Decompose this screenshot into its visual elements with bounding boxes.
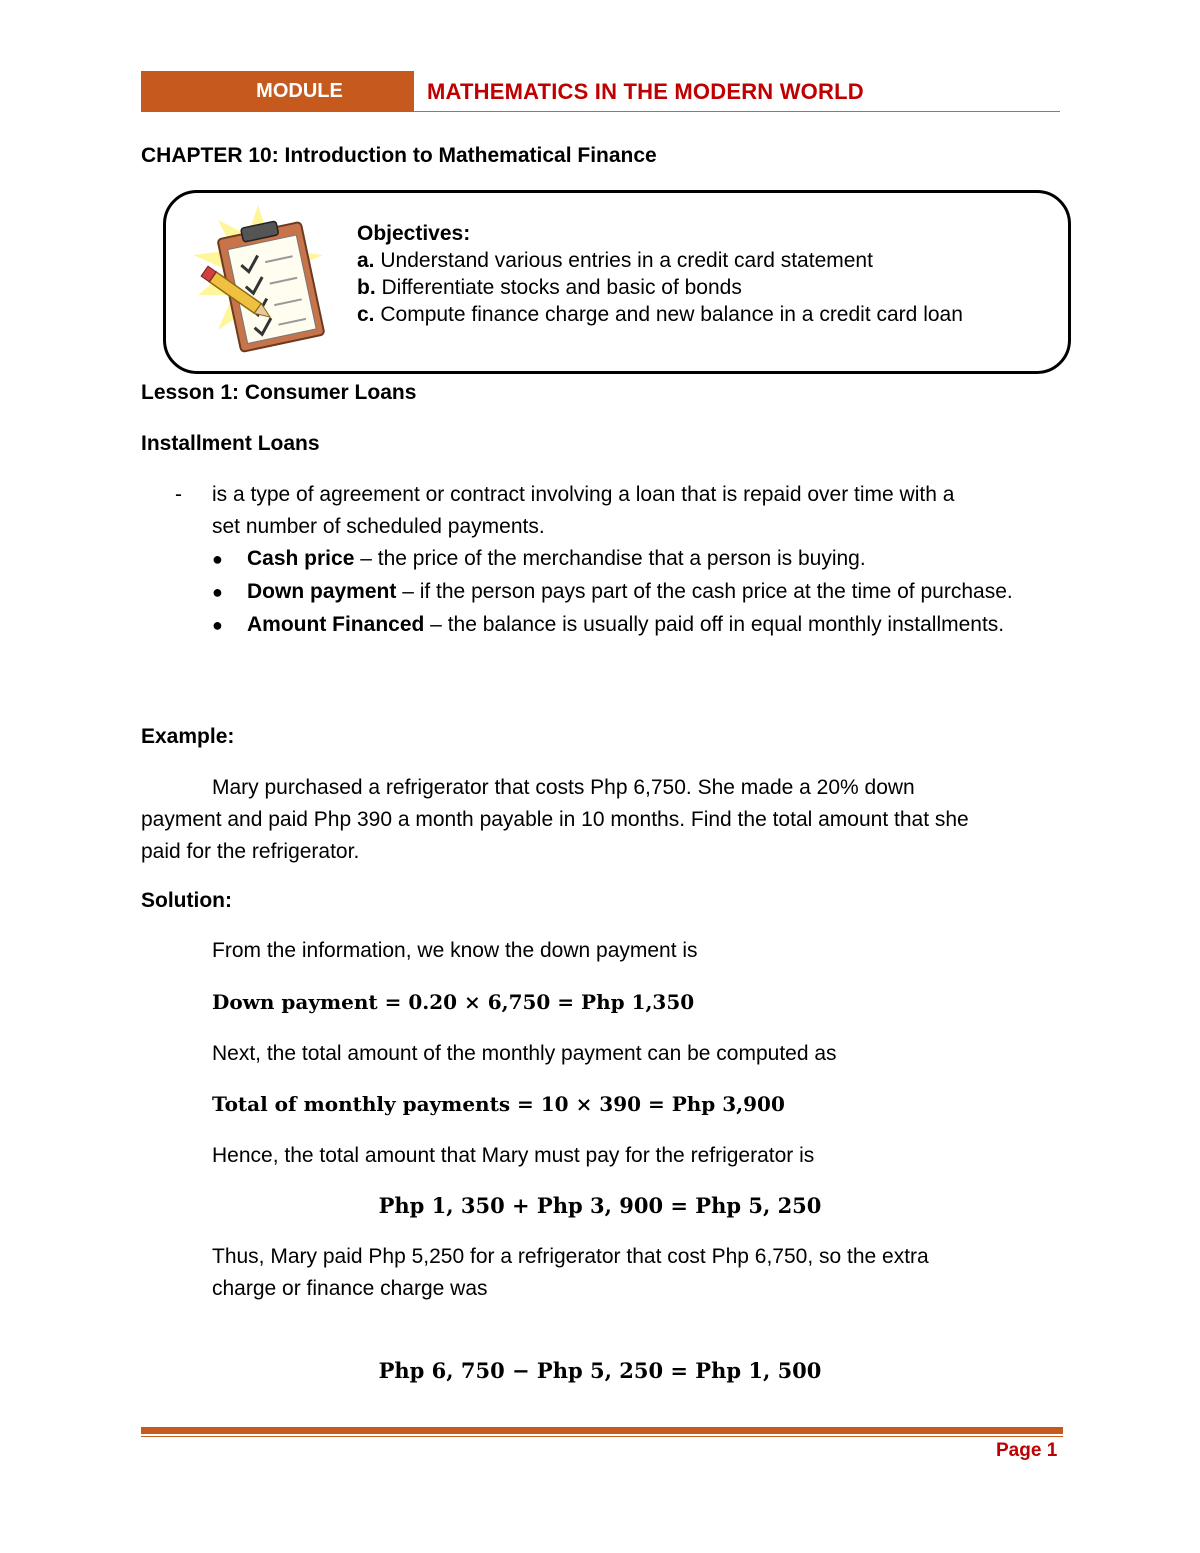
objective-item: c. Compute finance charge and new balance in a credit card loan: [357, 303, 963, 326]
objectives-list: [357, 220, 963, 328]
objectives-heading: Objectives:: [357, 222, 471, 245]
solution-heading: Solution:: [141, 889, 232, 912]
solution-intro-2: Next, the total amount of the monthly payment can be computed as: [212, 1042, 837, 1065]
solution-intro-4b: charge or finance charge was: [212, 1277, 488, 1300]
solution-intro-3: Hence, the total amount that Mary must pay for the refrigerator is: [212, 1144, 815, 1167]
definition-dash: -: [175, 483, 182, 506]
equation-total-paid: Php 1, 350 + Php 3, 900 = Php 5, 250: [378, 1193, 822, 1218]
bullet-icon: ●: [212, 615, 223, 635]
solution-intro-1: From the information, we know the down payment is: [212, 939, 698, 962]
example-line-2: payment and paid Php 390 a month payable in 10 months. Find the total amount that she: [141, 808, 969, 831]
objective-item: a. Understand various entries in a credit card statement: [357, 249, 873, 272]
footer-rule-thin: [141, 1436, 1063, 1437]
lesson-title: Lesson 1: Consumer Loans: [141, 381, 417, 404]
equation-down-payment: Down payment = 0.20 × 6,750 = Php 1,350: [212, 990, 695, 1014]
equation-finance-charge: Php 6, 750 − Php 5, 250 = Php 1, 500: [378, 1358, 822, 1383]
module-label: MODULE: [141, 71, 414, 112]
solution-intro-4a: Thus, Mary paid Php 5,250 for a refrigerator that cost Php 6,750, so the extra: [212, 1245, 929, 1268]
bullet-icon: ●: [212, 582, 223, 602]
footer-rule: [141, 1427, 1063, 1434]
header-rule: [414, 111, 1060, 112]
clipboard-icon: [188, 200, 338, 360]
equation-monthly-payments: Total of monthly payments = 10 × 390 = Php 3,900: [212, 1092, 785, 1116]
objective-item: b. Differentiate stocks and basic of bonds: [357, 276, 742, 299]
list-item: ● Cash price – the price of the merchandise that a person is buying.: [212, 543, 1060, 575]
example-heading: Example:: [141, 725, 235, 748]
chapter-title: CHAPTER 10: Introduction to Mathematical Finance: [141, 144, 657, 167]
example-line-3: paid for the refrigerator.: [141, 840, 360, 863]
list-item: ● Down payment – if the person pays part of the cash price at the time of purchase.: [212, 576, 1060, 608]
term-list: [212, 543, 1060, 642]
module-title: MATHEMATICS IN THE MODERN WORLD: [427, 79, 864, 104]
page-number: Page 1: [996, 1440, 1058, 1461]
bullet-icon: ●: [212, 549, 223, 569]
definition-text: is a type of agreement or contract involving a loan that is repaid over time with a set number of scheduled payments.: [212, 483, 955, 538]
list-item: ● Amount Financed – the balance is usually paid off in equal monthly installments.: [212, 609, 1060, 641]
section-title: Installment Loans: [141, 432, 320, 455]
example-line-1: Mary purchased a refrigerator that costs Php 6,750. She made a 20% down: [212, 776, 915, 799]
